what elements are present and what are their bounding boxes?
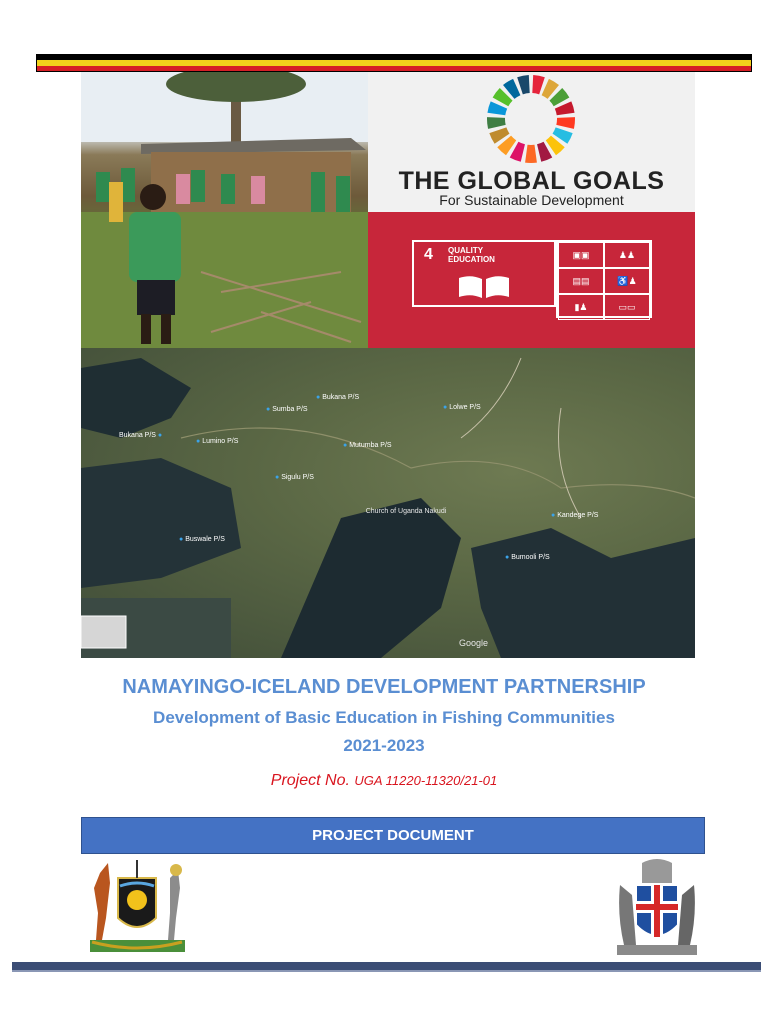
project-document-banner: PROJECT DOCUMENT bbox=[81, 817, 705, 854]
map-pin-icon: ● bbox=[443, 404, 448, 411]
sdg-wheel-segment bbox=[532, 75, 545, 94]
map-pin-icon: ● bbox=[266, 406, 271, 413]
map-pin-label: Sigulu P/S bbox=[281, 474, 314, 481]
target-icon: ▣▣ bbox=[558, 242, 604, 268]
iceland-coat-of-arms-icon bbox=[612, 855, 702, 959]
map-pin-lolwe bbox=[443, 404, 481, 411]
cover-image bbox=[81, 72, 695, 658]
footer-rule bbox=[12, 962, 761, 972]
target-icon: ▭▭ bbox=[604, 294, 650, 320]
map-pin-label: Lumino P/S bbox=[202, 438, 239, 445]
map-pin-label: Buswale P/S bbox=[185, 536, 225, 543]
map-pin-lumino bbox=[196, 438, 238, 445]
global-goals-title: THE GLOBAL GOALS bbox=[398, 167, 665, 195]
sdg4-number: 4 bbox=[424, 246, 433, 263]
project-number-line bbox=[0, 772, 768, 790]
map-pin-bukana bbox=[316, 394, 359, 401]
sdg4-label-line2: EDUCATION bbox=[448, 255, 495, 264]
sdg-wheel-segment bbox=[556, 117, 575, 129]
map-credit: Google bbox=[459, 638, 489, 648]
project-number-value: UGA 11220-11320/21-01 bbox=[354, 773, 498, 788]
map-pin-icon: ● bbox=[157, 432, 163, 439]
satellite-map bbox=[81, 348, 695, 658]
map-pin-icon: ● bbox=[196, 438, 201, 445]
target-icon: ▮♟ bbox=[558, 294, 604, 320]
document-title: NAMAYINGO-ICELAND DEVELOPMENT PARTNERSHIP bbox=[122, 676, 646, 698]
flag-stripes bbox=[36, 54, 752, 72]
sdg-wheel-segment bbox=[487, 117, 506, 129]
target-icon: ▤▤ bbox=[558, 268, 604, 294]
map-pin-icon: ● bbox=[179, 536, 184, 543]
sdg4-label-line1: QUALITY bbox=[448, 246, 484, 255]
flag-stripe-red bbox=[37, 66, 751, 71]
school-photo-illustration bbox=[81, 72, 368, 348]
sdg-wheel-segment bbox=[525, 145, 537, 163]
document-years: 2021-2023 bbox=[343, 736, 425, 755]
map-church-marker bbox=[361, 508, 451, 516]
sdg4-target-grid bbox=[556, 240, 652, 318]
map-pin-label: Bumooli P/S bbox=[511, 554, 550, 561]
map-pin-label: Mutumba P/S bbox=[349, 442, 392, 449]
global-goals-logo bbox=[368, 72, 695, 212]
map-pin-label: Bukana P/S bbox=[119, 432, 156, 439]
map-pin-label: Bukana P/S bbox=[322, 394, 360, 401]
sdg4-card bbox=[368, 212, 695, 348]
map-pin-bukana-west bbox=[119, 432, 162, 439]
book-icon bbox=[454, 272, 514, 302]
map-pin-label: Church of Uganda Nakudi bbox=[365, 508, 447, 515]
map-pin-icon: ● bbox=[275, 474, 280, 481]
map-pin-icon: ● bbox=[505, 554, 510, 561]
school-photo bbox=[81, 72, 368, 348]
target-icon: ♟♟ bbox=[604, 242, 650, 268]
satellite-map-illustration bbox=[81, 348, 695, 658]
sdg4-goal-box bbox=[412, 240, 556, 307]
map-pin-sumba bbox=[266, 406, 308, 413]
map-pin-label: Sumba P/S bbox=[272, 406, 308, 413]
uganda-coat-of-arms-icon bbox=[80, 858, 195, 958]
sdg-wheel-segment bbox=[517, 75, 530, 94]
project-number-label: Project No. bbox=[270, 772, 350, 789]
document-subtitle: Development of Basic Education in Fishing Communities bbox=[153, 708, 615, 727]
target-icon: ♿♟ bbox=[604, 268, 650, 294]
map-pin-icon: ● bbox=[551, 512, 556, 519]
map-pin-label: Kandege P/S bbox=[557, 512, 599, 519]
map-pin-label: Lolwe P/S bbox=[449, 404, 481, 411]
map-pin-kandege bbox=[551, 512, 598, 519]
map-pin-buswale bbox=[179, 536, 225, 543]
map-pin-mutumba bbox=[343, 442, 392, 449]
map-pin-bumooli bbox=[505, 554, 550, 561]
map-pin-icon: ● bbox=[343, 442, 348, 449]
map-pin-icon: ● bbox=[316, 394, 321, 401]
global-goals-subtitle: For Sustainable Development bbox=[439, 192, 624, 208]
map-pin-sigulu bbox=[275, 474, 314, 481]
